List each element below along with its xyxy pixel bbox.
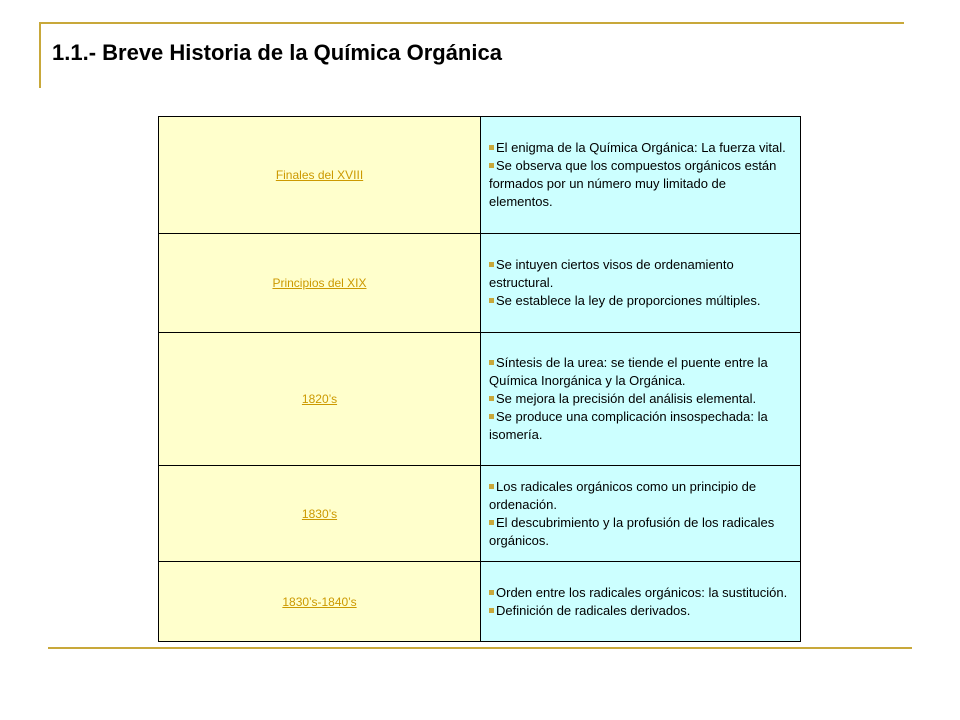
bullet-item: Se produce una complicación insospechada: la isomería.	[489, 408, 792, 444]
bullet-list	[489, 354, 792, 444]
table-row	[159, 466, 801, 562]
bullet-item: Los radicales orgánicos como un principio de ordenación.	[489, 478, 792, 514]
table-row	[159, 562, 801, 642]
desc-cell	[481, 333, 801, 466]
bullet-list	[489, 478, 792, 550]
bottom-rule	[48, 647, 912, 649]
history-table	[158, 116, 801, 642]
table-row	[159, 234, 801, 333]
bullet-item: Orden entre los radicales orgánicos: la sustitución.	[489, 584, 792, 602]
desc-cell	[481, 562, 801, 642]
page-title: 1.1.- Breve Historia de la Química Orgánica	[52, 40, 502, 65]
bullet-item: Se mejora la precisión del análisis elemental.	[489, 390, 792, 408]
period-link[interactable]: 1830’s-1840’s	[282, 594, 357, 609]
bullet-item: Definición de radicales derivados.	[489, 602, 792, 620]
period-cell	[159, 562, 481, 642]
period-cell	[159, 234, 481, 333]
bullet-item: Síntesis de la urea: se tiende el puente entre la Química Inorgánica y la Orgánica.	[489, 354, 792, 390]
desc-cell	[481, 234, 801, 333]
top-rule	[40, 22, 904, 24]
bullet-item: Se observa que los compuestos orgánicos están formados por un número muy limitado de elementos.	[489, 157, 792, 211]
table-row	[159, 333, 801, 466]
period-link[interactable]: Principios del XIX	[272, 276, 367, 290]
desc-cell	[481, 466, 801, 562]
period-link[interactable]: 1830’s	[301, 506, 338, 521]
bullet-item: Se intuyen ciertos visos de ordenamiento estructural.	[489, 256, 792, 292]
period-cell	[159, 466, 481, 562]
bullet-item: Se establece la ley de proporciones múltiples.	[489, 292, 792, 310]
bullet-list	[489, 584, 792, 620]
bullet-list	[489, 256, 792, 310]
period-link[interactable]: Finales del XVIII	[275, 168, 364, 182]
period-cell	[159, 117, 481, 234]
period-link[interactable]: 1820’s	[301, 392, 338, 406]
desc-cell	[481, 117, 801, 234]
bullet-list	[489, 139, 792, 211]
left-rule	[39, 22, 41, 88]
table-row	[159, 117, 801, 234]
bullet-item: El descubrimiento y la profusión de los radicales orgánicos.	[489, 514, 792, 550]
bullet-item: El enigma de la Química Orgánica: La fuerza vital.	[489, 139, 792, 157]
period-cell	[159, 333, 481, 466]
